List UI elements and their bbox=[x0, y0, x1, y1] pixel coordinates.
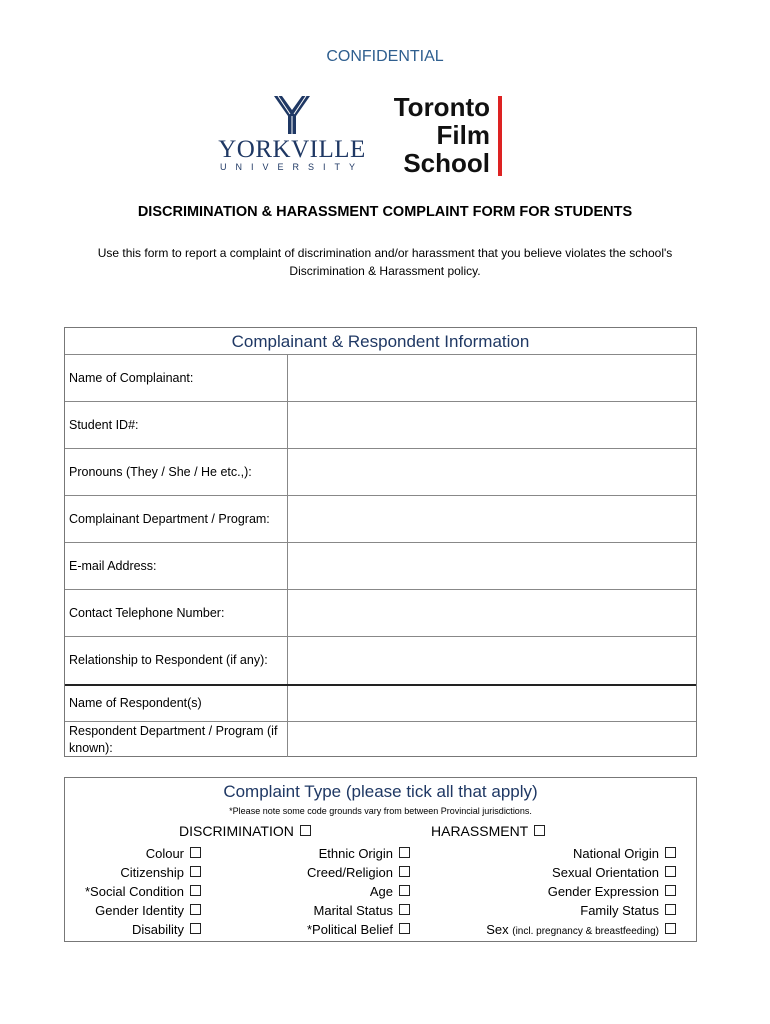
ground-label: Age bbox=[369, 884, 393, 899]
ground-label: Sex bbox=[486, 922, 509, 937]
tfs-line-1: Toronto bbox=[393, 92, 490, 122]
field-row-student-id bbox=[65, 401, 696, 448]
yorkville-wordmark: YORKVILLE bbox=[218, 136, 366, 163]
field-row-pronouns bbox=[65, 448, 696, 495]
ground-checkbox[interactable] bbox=[190, 885, 201, 896]
ground-label: Disability bbox=[131, 922, 184, 937]
jurisdiction-note: *Please note some code grounds vary from between Provincial jurisdictions. bbox=[229, 806, 532, 816]
ground-checkbox[interactable] bbox=[399, 866, 410, 877]
ground-checkbox[interactable] bbox=[665, 885, 676, 896]
ground-item bbox=[265, 882, 410, 901]
student-id-input[interactable] bbox=[287, 402, 696, 448]
field-label: Student ID#: bbox=[69, 417, 139, 432]
ground-checkbox[interactable] bbox=[399, 885, 410, 896]
ground-checkbox[interactable] bbox=[399, 847, 410, 858]
yorkville-crest-icon bbox=[274, 96, 310, 134]
ground-item bbox=[69, 901, 201, 920]
toronto-film-school-logo bbox=[386, 94, 502, 180]
telephone-input[interactable] bbox=[287, 590, 696, 636]
ground-label: National Origin bbox=[573, 846, 659, 861]
field-row-respondent-department bbox=[65, 721, 696, 757]
field-label: Complainant Department / Program: bbox=[69, 511, 270, 526]
ground-label: *Political Belief bbox=[307, 922, 393, 937]
ground-label-note: (incl. pregnancy & breastfeeding) bbox=[512, 926, 659, 937]
ground-item bbox=[265, 901, 410, 920]
field-row-telephone bbox=[65, 589, 696, 636]
ground-checkbox[interactable] bbox=[190, 904, 201, 915]
field-row-respondent-name bbox=[65, 684, 696, 721]
complainant-name-input[interactable] bbox=[287, 355, 696, 401]
ground-label: *Social Condition bbox=[84, 884, 184, 899]
harassment-header bbox=[431, 823, 545, 839]
info-section-title: Complainant & Respondent Information bbox=[231, 332, 530, 351]
ground-item bbox=[265, 863, 410, 882]
field-label: Relationship to Respondent (if any): bbox=[69, 653, 268, 667]
ground-label: Citizenship bbox=[120, 865, 184, 880]
harassment-label: HARASSMENT bbox=[431, 823, 529, 839]
field-label: Name of Complainant: bbox=[69, 370, 194, 385]
ground-item bbox=[265, 844, 410, 863]
pronouns-input[interactable] bbox=[287, 449, 696, 495]
field-row-email bbox=[65, 542, 696, 589]
respondent-name-input[interactable] bbox=[287, 686, 696, 721]
field-label: Respondent Department / Program (if known): bbox=[69, 723, 278, 755]
form-intro: Use this form to report a complaint of discrimination and/or harassment that you believe violates the school's Discrimination & Harassment policy. bbox=[97, 246, 673, 278]
field-row-complainant-name bbox=[65, 354, 696, 401]
respondent-department-input[interactable] bbox=[287, 722, 696, 757]
grounds-column-3 bbox=[445, 844, 676, 939]
ground-label: Creed/Religion bbox=[307, 865, 393, 880]
tfs-red-bar bbox=[498, 96, 502, 176]
ground-item bbox=[445, 882, 676, 901]
type-section-title: Complaint Type (please tick all that apply) bbox=[223, 782, 538, 801]
ground-label: Colour bbox=[145, 846, 184, 861]
department-input[interactable] bbox=[287, 496, 696, 542]
field-row-department bbox=[65, 495, 696, 542]
email-input[interactable] bbox=[287, 543, 696, 589]
ground-item bbox=[445, 901, 676, 920]
discrimination-label: DISCRIMINATION bbox=[179, 823, 294, 839]
ground-label: Family Status bbox=[580, 903, 659, 918]
ground-item bbox=[69, 844, 201, 863]
field-label: Name of Respondent(s) bbox=[69, 696, 202, 710]
field-row-relationship bbox=[65, 636, 696, 684]
field-label: Contact Telephone Number: bbox=[69, 605, 225, 620]
relationship-input[interactable] bbox=[287, 637, 696, 684]
grounds-column-2 bbox=[265, 844, 410, 939]
ground-checkbox[interactable] bbox=[665, 847, 676, 858]
ground-item bbox=[69, 920, 201, 939]
complaint-type-panel bbox=[64, 777, 697, 942]
complainant-respondent-panel bbox=[64, 327, 697, 757]
grounds-column-1 bbox=[69, 844, 201, 939]
ground-checkbox[interactable] bbox=[665, 904, 676, 915]
tfs-line-2: Film bbox=[436, 120, 490, 150]
field-label: Pronouns (They / She / He etc.,): bbox=[69, 464, 252, 479]
yorkville-subtitle: UNIVERSITY bbox=[219, 162, 364, 172]
ground-item bbox=[445, 844, 676, 863]
discrimination-header bbox=[179, 823, 311, 839]
ground-item bbox=[445, 920, 676, 939]
discrimination-checkbox[interactable] bbox=[300, 825, 311, 836]
ground-label: Marital Status bbox=[313, 903, 393, 918]
ground-checkbox[interactable] bbox=[190, 847, 201, 858]
field-label: E-mail Address: bbox=[69, 558, 157, 573]
ground-checkbox[interactable] bbox=[399, 923, 410, 934]
ground-item bbox=[265, 920, 410, 939]
ground-label: Gender Expression bbox=[547, 884, 659, 899]
ground-checkbox[interactable] bbox=[665, 866, 676, 877]
ground-label: Gender Identity bbox=[95, 903, 184, 918]
form-title: DISCRIMINATION & HARASSMENT COMPLAINT FORM FOR STUDENTS bbox=[137, 204, 633, 220]
ground-label: Sexual Orientation bbox=[552, 865, 659, 880]
ground-item bbox=[69, 882, 201, 901]
tfs-line-3: School bbox=[403, 148, 490, 178]
ground-item bbox=[69, 863, 201, 882]
ground-label: Ethnic Origin bbox=[318, 846, 393, 861]
ground-checkbox[interactable] bbox=[665, 923, 676, 934]
ground-checkbox[interactable] bbox=[190, 866, 201, 877]
harassment-checkbox[interactable] bbox=[534, 825, 545, 836]
ground-checkbox[interactable] bbox=[190, 923, 201, 934]
confidential-label: CONFIDENTIAL bbox=[326, 48, 444, 65]
ground-checkbox[interactable] bbox=[399, 904, 410, 915]
ground-item bbox=[445, 863, 676, 882]
